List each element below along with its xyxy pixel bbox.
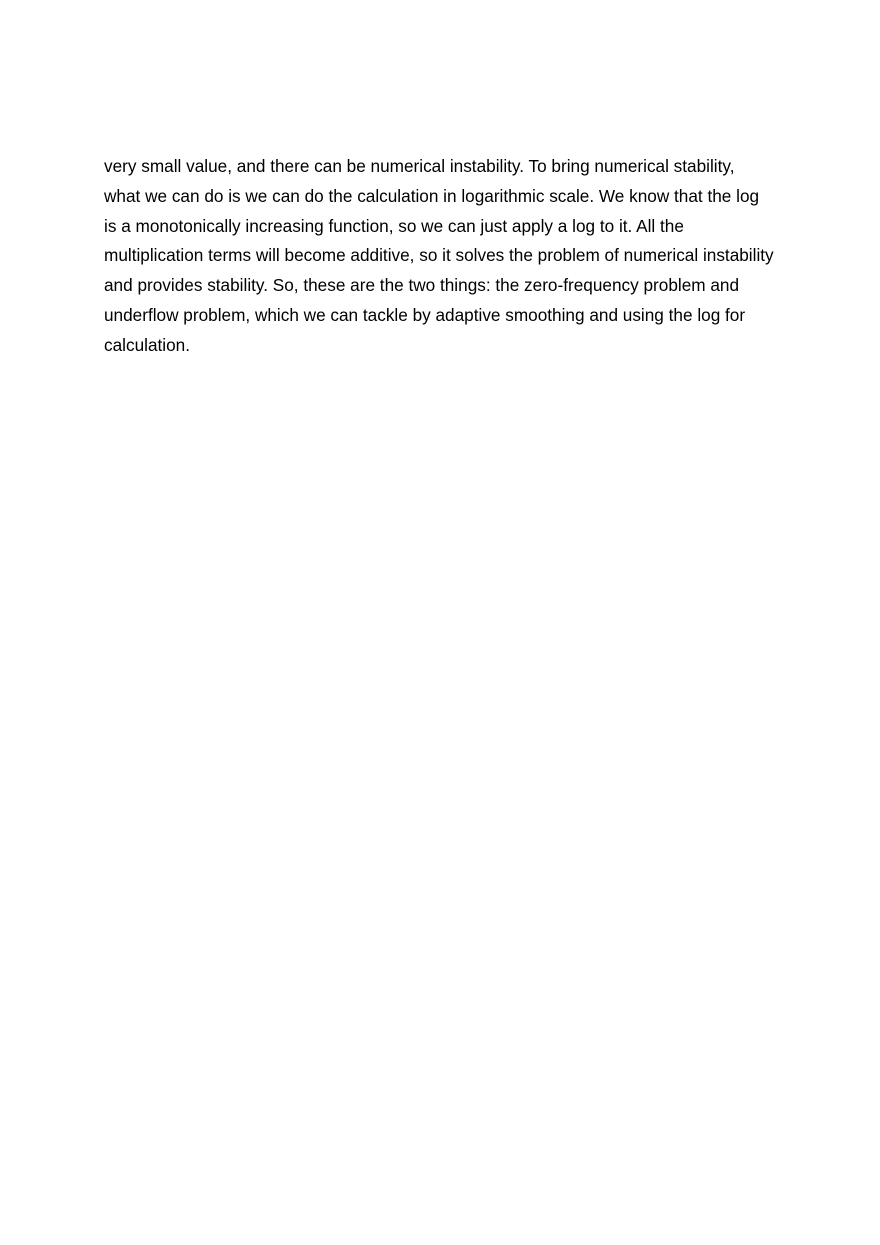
paragraph-line: and provides stability. So, these are the two things: the zero-frequency problem and bbox=[104, 275, 740, 296]
paragraph-line: very small value, and there can be numerical instability. To bring numerical stability, bbox=[104, 156, 735, 176]
paragraph-line: calculation. bbox=[104, 334, 190, 355]
body-paragraph bbox=[104, 152, 794, 361]
paragraph-line: what we can do is we can do the calculation in logarithmic scale. We know that the log bbox=[104, 185, 760, 206]
paragraph-line: is a monotonically increasing function, so we can just apply a log to it. All the bbox=[104, 215, 684, 236]
paragraph-line: multiplication terms will become additive, so it solves the problem of numerical instability bbox=[104, 245, 774, 266]
paragraph-line: underflow problem, which we can tackle by adaptive smoothing and using the log for bbox=[104, 304, 746, 325]
